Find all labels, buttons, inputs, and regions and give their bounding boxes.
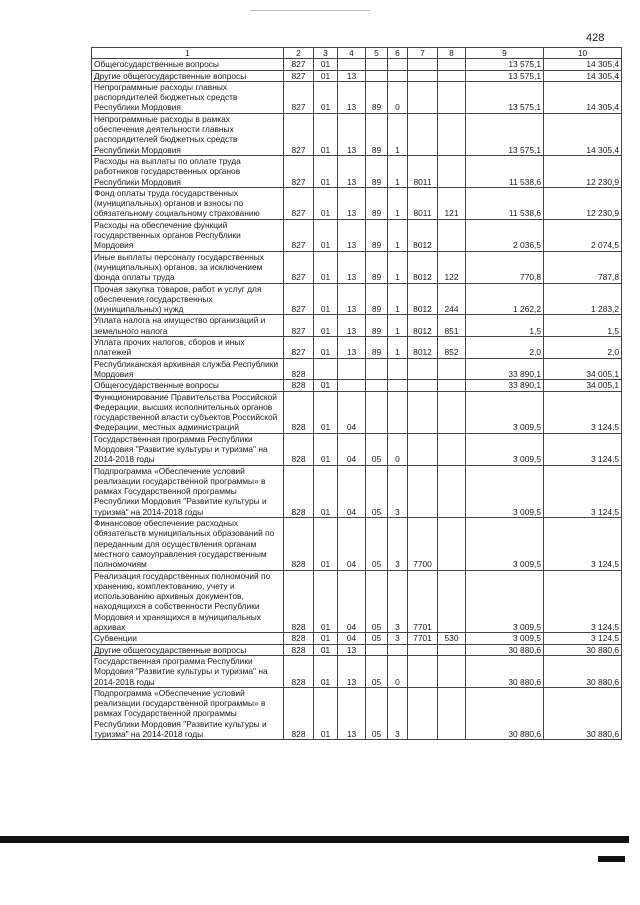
table-cell: 01 [314, 337, 338, 359]
table-cell [366, 59, 388, 70]
table-cell: 827 [284, 251, 314, 283]
table-cell: 01 [314, 70, 338, 81]
table-cell: 04 [338, 465, 366, 517]
table-cell: 13 [338, 283, 366, 315]
table-cell [438, 391, 466, 433]
table-cell [366, 358, 388, 380]
table-cell [438, 570, 466, 633]
table-cell: 13 [338, 70, 366, 81]
table-row [92, 358, 622, 380]
table-cell: 30 880,6 [466, 655, 544, 687]
table-cell [388, 70, 408, 81]
table-cell: 851 [438, 315, 466, 337]
table-cell: 13 [338, 687, 366, 739]
table-cell: 89 [366, 315, 388, 337]
table-cell: 05 [366, 633, 388, 644]
table-row [92, 337, 622, 359]
table-cell: 827 [284, 187, 314, 219]
table-cell: 827 [284, 337, 314, 359]
table-cell [438, 81, 466, 113]
table-cell [408, 391, 438, 433]
table-cell: 14 305,4 [544, 70, 622, 81]
table-cell: 14 305,4 [544, 113, 622, 155]
table-cell: 01 [314, 433, 338, 465]
table-cell: 828 [284, 465, 314, 517]
table-cell: 3 009,5 [466, 570, 544, 633]
table-cell: 828 [284, 633, 314, 644]
table-cell: 828 [284, 687, 314, 739]
table-cell: 3 124,5 [544, 570, 622, 633]
table-cell [408, 59, 438, 70]
table-cell: 14 305,4 [544, 59, 622, 70]
table-row [92, 380, 622, 391]
table-cell: 244 [438, 283, 466, 315]
row-label-cell: Финансовое обеспечение расходных обязательств муниципальных образований по переданным для осуществления органам местного самоуправления государственным полномочиям [92, 518, 284, 570]
table-cell: 8012 [408, 283, 438, 315]
table-cell: 770,8 [466, 251, 544, 283]
table-cell: 12 230,9 [544, 187, 622, 219]
row-label-cell: Функционирование Правительства Российской Федерации, высших исполнительных органов государственной власти субъектов Российской Федерации, местных администраций [92, 391, 284, 433]
table-cell [366, 391, 388, 433]
table-cell: 2 074,5 [544, 219, 622, 251]
row-label-cell: Реализация государственных полномочий по хранению, комплектованию, учету и использованию архивных документов, находящихся в собственности Республики Мордовия и хранящихся в муниципальных архивах [92, 570, 284, 633]
table-cell: 11 538,6 [466, 187, 544, 219]
table-cell: 828 [284, 358, 314, 380]
page-bottom-rule [0, 836, 629, 843]
col-header: 9 [466, 48, 544, 59]
table-cell [338, 358, 366, 380]
table-cell [408, 433, 438, 465]
table-row [92, 113, 622, 155]
table-row [92, 251, 622, 283]
table-cell: 89 [366, 187, 388, 219]
table-row [92, 70, 622, 81]
table-cell: 05 [366, 518, 388, 570]
table-cell: 3 124,5 [544, 433, 622, 465]
table-cell: 827 [284, 155, 314, 187]
table-cell [388, 59, 408, 70]
table-cell: 3 009,5 [466, 518, 544, 570]
table-cell: 1 283,2 [544, 283, 622, 315]
table-cell [408, 81, 438, 113]
row-label-cell: Прочая закупка товаров, работ и услуг для обеспечения государственных (муниципальных) нужд [92, 283, 284, 315]
table-cell: 13 [338, 251, 366, 283]
table-cell [408, 644, 438, 655]
table-cell: 828 [284, 380, 314, 391]
page-number: 428 [586, 32, 605, 44]
table-cell [438, 380, 466, 391]
table-cell: 1 262,2 [466, 283, 544, 315]
table-cell: 13 [338, 113, 366, 155]
col-header: 3 [314, 48, 338, 59]
table-cell: 30 880,6 [544, 687, 622, 739]
table-header-row [92, 48, 622, 59]
table-cell: 3 009,5 [466, 433, 544, 465]
table-cell: 1 [388, 315, 408, 337]
table-cell: 827 [284, 315, 314, 337]
table-row [92, 633, 622, 644]
table-cell: 05 [366, 465, 388, 517]
table-cell: 01 [314, 283, 338, 315]
row-label-cell: Республиканская архивная служба Республики Мордовия [92, 358, 284, 380]
table-cell: 89 [366, 251, 388, 283]
table-cell: 05 [366, 687, 388, 739]
row-label-cell: Расходы на обеспечение функций государственных органов Республики Мордовия [92, 219, 284, 251]
table-cell: 14 305,4 [544, 81, 622, 113]
table-cell: 530 [438, 633, 466, 644]
table-cell [438, 644, 466, 655]
table-cell: 1 [388, 283, 408, 315]
table-cell: 1 [388, 219, 408, 251]
table-cell: 1,5 [466, 315, 544, 337]
table-cell: 827 [284, 283, 314, 315]
table-cell: 3 124,5 [544, 391, 622, 433]
table-cell: 13 575,1 [466, 59, 544, 70]
table-cell: 828 [284, 391, 314, 433]
scan-artifact [250, 10, 370, 11]
table-cell: 2,0 [544, 337, 622, 359]
budget-table [91, 47, 622, 740]
table-cell: 01 [314, 113, 338, 155]
table-cell [408, 687, 438, 739]
row-label-cell: Подпрограмма «Обеспечение условий реализации государственной программы» в рамках Государственной программы Республики Мордовия "Развитие культуры и туризма" на 2014-2018 годы [92, 687, 284, 739]
col-header: 8 [438, 48, 466, 59]
table-cell: 8012 [408, 315, 438, 337]
row-label-cell: Другие общегосударственные вопросы [92, 644, 284, 655]
table-cell: 11 538,6 [466, 155, 544, 187]
table-cell [438, 358, 466, 380]
table-cell: 13 575,1 [466, 81, 544, 113]
table-cell: 828 [284, 433, 314, 465]
table-cell: 89 [366, 283, 388, 315]
table-cell: 33 890,1 [466, 380, 544, 391]
table-cell: 13 [338, 337, 366, 359]
table-cell: 828 [284, 570, 314, 633]
col-header: 4 [338, 48, 366, 59]
table-cell: 827 [284, 59, 314, 70]
table-cell: 1 [388, 251, 408, 283]
row-label-cell: Уплата прочих налогов, сборов и иных платежей [92, 337, 284, 359]
table-cell: 13 [338, 644, 366, 655]
table-cell: 828 [284, 644, 314, 655]
table-cell: 04 [338, 570, 366, 633]
table-cell [438, 433, 466, 465]
table-cell: 3 009,5 [466, 465, 544, 517]
table-row [92, 155, 622, 187]
table-cell: 13 [338, 315, 366, 337]
table-cell: 3 124,5 [544, 633, 622, 644]
table-cell: 30 880,6 [466, 687, 544, 739]
table-cell: 1 [388, 113, 408, 155]
table-cell [388, 380, 408, 391]
table-cell: 13 575,1 [466, 113, 544, 155]
table-cell: 05 [366, 570, 388, 633]
table-cell: 12 230,9 [544, 155, 622, 187]
table-cell: 828 [284, 518, 314, 570]
row-label-cell: Иные выплаты персоналу государственных (муниципальных) органов, за исключением фонда оплаты труда [92, 251, 284, 283]
table-cell: 8011 [408, 187, 438, 219]
table-cell: 01 [314, 59, 338, 70]
table-cell: 8011 [408, 155, 438, 187]
table-cell [408, 380, 438, 391]
table-cell [338, 380, 366, 391]
table-cell: 3 009,5 [466, 391, 544, 433]
row-label-cell: Непрограммные расходы в рамках обеспечения деятельности главных распорядителей бюджетных средств Республики Мордовия [92, 113, 284, 155]
table-cell [408, 70, 438, 81]
row-label-cell: Расходы на выплаты по оплате труда работников государственных органов Республики Мордовия [92, 155, 284, 187]
table-cell: 33 890,1 [466, 358, 544, 380]
table-cell: 89 [366, 113, 388, 155]
table-cell [408, 655, 438, 687]
col-header: 5 [366, 48, 388, 59]
table-body [92, 59, 622, 740]
table-cell [408, 465, 438, 517]
table-cell: 3 [388, 570, 408, 633]
table-cell: 30 880,6 [544, 655, 622, 687]
table-cell: 01 [314, 81, 338, 113]
row-label-cell: Подпрограмма «Обеспечение условий реализации государственной программы» в рамках Государственной программы Республики Мордовия "Развитие культуры и туризма" на 2014-2018 годы [92, 465, 284, 517]
row-label-cell: Субвенции [92, 633, 284, 644]
table-row [92, 187, 622, 219]
table-cell: 89 [366, 337, 388, 359]
row-label-cell: Непрограммные расходы главных распорядителей бюджетных средств Республики Мордовия [92, 81, 284, 113]
table-cell: 13 [338, 187, 366, 219]
row-label-cell: Государственная программа Республики Мордовия "Развитие культуры и туризма" на 2014-2018 годы [92, 655, 284, 687]
table-cell: 01 [314, 644, 338, 655]
table-cell: 13 [338, 81, 366, 113]
table-cell: 30 880,6 [466, 644, 544, 655]
table-cell: 827 [284, 113, 314, 155]
table-cell: 827 [284, 219, 314, 251]
table-cell: 2,0 [466, 337, 544, 359]
table-cell: 13 [338, 219, 366, 251]
table-cell: 01 [314, 315, 338, 337]
table-cell: 89 [366, 81, 388, 113]
col-header: 6 [388, 48, 408, 59]
table-row [92, 283, 622, 315]
table-row [92, 81, 622, 113]
table-cell: 3 124,5 [544, 518, 622, 570]
table-cell: 05 [366, 433, 388, 465]
table-cell: 121 [438, 187, 466, 219]
table-cell [438, 687, 466, 739]
table-cell: 04 [338, 433, 366, 465]
table-cell: 04 [338, 391, 366, 433]
table-cell: 1 [388, 337, 408, 359]
table-cell [408, 358, 438, 380]
table-cell [388, 391, 408, 433]
table-cell [366, 380, 388, 391]
table-cell: 3 124,5 [544, 465, 622, 517]
table-cell [438, 70, 466, 81]
table-row [92, 59, 622, 70]
table-row [92, 644, 622, 655]
table-cell: 8012 [408, 337, 438, 359]
table-cell: 7701 [408, 633, 438, 644]
table-cell: 89 [366, 219, 388, 251]
table-cell: 01 [314, 380, 338, 391]
table-cell: 0 [388, 433, 408, 465]
table-cell: 13 [338, 655, 366, 687]
table-cell: 3 009,5 [466, 633, 544, 644]
table-cell: 852 [438, 337, 466, 359]
col-header: 1 [92, 48, 284, 59]
table-cell: 04 [338, 633, 366, 644]
table-cell: 01 [314, 518, 338, 570]
col-header: 10 [544, 48, 622, 59]
table-row [92, 433, 622, 465]
table-cell: 01 [314, 687, 338, 739]
row-label-cell: Государственная программа Республики Мордовия "Развитие культуры и туризма" на 2014-2018 годы [92, 433, 284, 465]
table-cell [438, 655, 466, 687]
table-cell [438, 518, 466, 570]
table-cell: 3 [388, 465, 408, 517]
col-header: 7 [408, 48, 438, 59]
table-cell [314, 358, 338, 380]
row-label-cell: Уплата налога на имущество организаций и земельного налога [92, 315, 284, 337]
table-cell: 1,5 [544, 315, 622, 337]
table-cell: 3 [388, 633, 408, 644]
table-cell [438, 465, 466, 517]
table-cell: 34 005,1 [544, 380, 622, 391]
table-cell: 01 [314, 391, 338, 433]
page-bottom-mark [598, 856, 625, 862]
table-cell: 01 [314, 465, 338, 517]
table-row [92, 219, 622, 251]
table-cell: 8012 [408, 251, 438, 283]
table-cell [366, 644, 388, 655]
table-cell [388, 358, 408, 380]
table-cell: 04 [338, 518, 366, 570]
table-cell: 34 005,1 [544, 358, 622, 380]
table-cell: 8012 [408, 219, 438, 251]
table-cell: 787,8 [544, 251, 622, 283]
table-cell [438, 219, 466, 251]
table-row [92, 570, 622, 633]
table-cell: 3 [388, 518, 408, 570]
table-cell [388, 644, 408, 655]
table-cell: 7700 [408, 518, 438, 570]
table-cell: 30 880,6 [544, 644, 622, 655]
table-cell: 01 [314, 251, 338, 283]
table-cell: 01 [314, 219, 338, 251]
col-header: 2 [284, 48, 314, 59]
table-cell: 2 036,5 [466, 219, 544, 251]
table-row [92, 315, 622, 337]
table-cell: 122 [438, 251, 466, 283]
table-cell: 828 [284, 655, 314, 687]
table-cell: 01 [314, 633, 338, 644]
table-cell: 01 [314, 570, 338, 633]
table-cell: 05 [366, 655, 388, 687]
table-cell [438, 59, 466, 70]
table-cell [408, 113, 438, 155]
row-label-cell: Другие общегосударственные вопросы [92, 70, 284, 81]
table-cell [438, 155, 466, 187]
table-cell: 3 [388, 687, 408, 739]
table-cell [438, 113, 466, 155]
table-row [92, 465, 622, 517]
table-cell [338, 59, 366, 70]
table-row [92, 391, 622, 433]
table-cell: 13 [338, 155, 366, 187]
table-row [92, 687, 622, 739]
row-label-cell: Фонд оплаты труда государственных (муниципальных) органов и взносы по обязательному социальному страхованию [92, 187, 284, 219]
table-row [92, 518, 622, 570]
table-cell: 827 [284, 81, 314, 113]
row-label-cell: Общегосударственные вопросы [92, 380, 284, 391]
table-cell: 7701 [408, 570, 438, 633]
table-cell: 13 575,1 [466, 70, 544, 81]
table-cell: 01 [314, 655, 338, 687]
table-cell: 1 [388, 155, 408, 187]
table-cell: 0 [388, 81, 408, 113]
table-row [92, 655, 622, 687]
table-cell: 827 [284, 70, 314, 81]
table-cell: 1 [388, 187, 408, 219]
table-cell: 89 [366, 155, 388, 187]
table-cell: 01 [314, 187, 338, 219]
row-label-cell: Общегосударственные вопросы [92, 59, 284, 70]
table-cell [366, 70, 388, 81]
table-cell: 0 [388, 655, 408, 687]
table-cell: 01 [314, 155, 338, 187]
